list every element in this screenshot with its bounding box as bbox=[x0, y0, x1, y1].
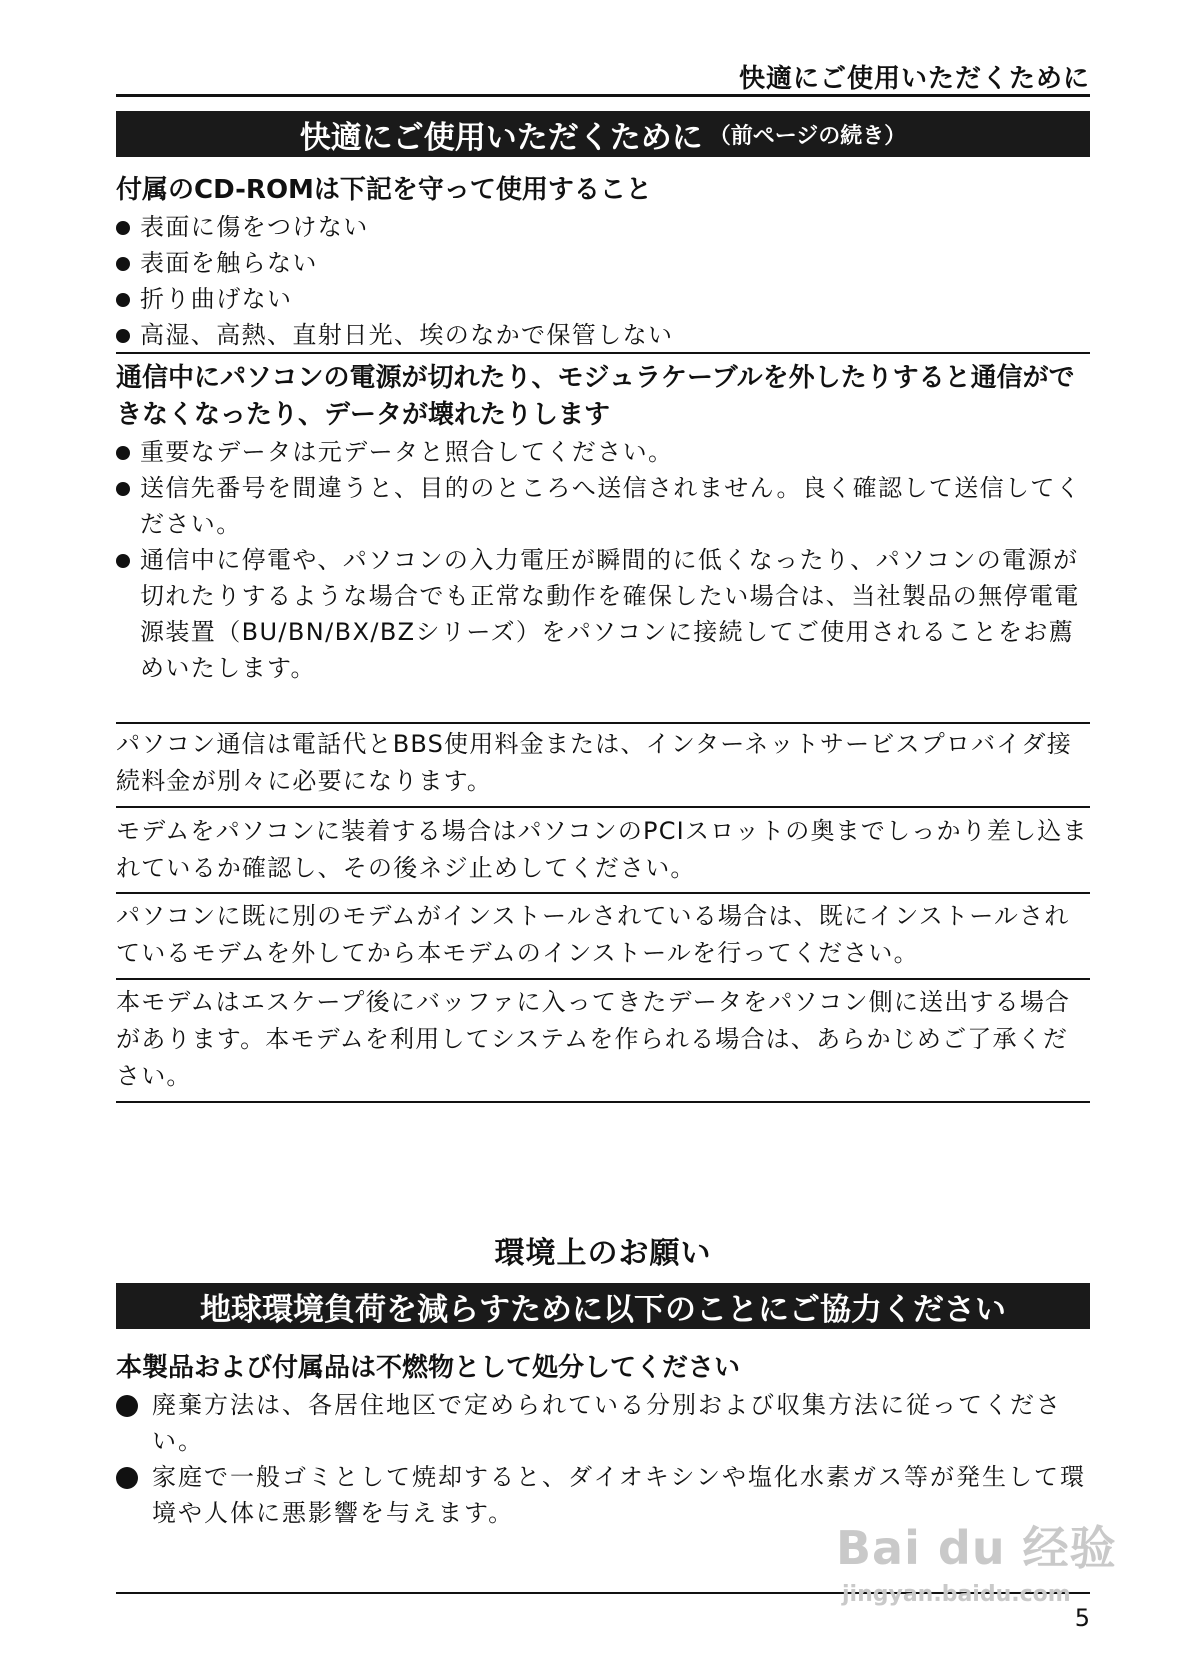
list-item-text: 高湿、高熱、直射日光、埃のなかで保管しない bbox=[140, 321, 674, 349]
note-existing-modem bbox=[116, 898, 1090, 972]
baidu-watermark bbox=[836, 1512, 1117, 1607]
divider bbox=[116, 892, 1090, 894]
list-item bbox=[116, 209, 1090, 245]
note-text: 本モデムはエスケープ後にバッファに入ってきたデータをパソコン側に送出する場合があります。本モデムを利用してシステムを作られる場合は、あらかじめご了承ください。 bbox=[116, 988, 1071, 1090]
cdrom-section bbox=[116, 172, 1090, 353]
page-number: 5 bbox=[1074, 1604, 1090, 1632]
list-item-text: 家庭で一般ゴミとして焼却すると、ダイオキシンや塩化水素ガス等が発生して環境や人体に悪影響を与えます。 bbox=[152, 1463, 1086, 1527]
disposal-heading: 本製品および付属品は不燃物として処分してください bbox=[116, 1353, 741, 1383]
list-item-text: 表面に傷をつけない bbox=[140, 213, 369, 241]
list-item-text: 送信先番号を間違うと、目的のところへ送信されません。良く確認して送信してください。 bbox=[140, 474, 1082, 538]
divider bbox=[116, 352, 1090, 354]
list-item bbox=[116, 542, 1090, 686]
note-text: パソコンに既に別のモデムがインストールされている場合は、既にインストールされているモデムを外してから本モデムのインストールを行ってください。 bbox=[116, 902, 1070, 967]
bullet-icon bbox=[116, 554, 130, 568]
bullet-icon bbox=[116, 257, 130, 271]
list-item-text: 廃棄方法は、各居住地区で定められている分別および収集方法に従ってください。 bbox=[152, 1391, 1062, 1455]
bullet-icon bbox=[116, 1467, 138, 1489]
bullet-icon bbox=[116, 293, 130, 307]
note-text: モデムをパソコンに装着する場合はパソコンのPCIスロットの奥までしっかり差し込まれているか確認し、その後ネジ止めしてください。 bbox=[116, 817, 1088, 882]
environment-title: 地球環境負荷を減らすために以下のことにご協力ください bbox=[200, 1291, 1006, 1328]
divider bbox=[116, 806, 1090, 808]
environment-heading: 環境上のお願い bbox=[494, 1236, 712, 1271]
note-escape-buffer bbox=[116, 984, 1090, 1095]
section-title-bar bbox=[116, 111, 1090, 157]
note-text: パソコン通信は電話代とBBS使用料金または、インターネットサービスプロバイダ接続料金が別々に必要になります。 bbox=[116, 730, 1072, 795]
list-item bbox=[116, 245, 1090, 281]
divider bbox=[116, 722, 1090, 724]
communication-list bbox=[116, 434, 1090, 686]
cdrom-heading: 付属のCD-ROMは下記を守って使用すること bbox=[116, 175, 652, 205]
list-item-text: 通信中に停電や、パソコンの入力電圧が瞬間的に低くなったり、パソコンの電源が切れたりするような場合でも正常な動作を確保したい場合は、当社製品の無停電電源装置（BU/BN/BX/BZシリーズ）をパソコンに接続してご使用されることをお薦めいたします。 bbox=[140, 546, 1080, 682]
note-isp-fees bbox=[116, 726, 1090, 800]
list-item-text: 折り曲げない bbox=[140, 285, 293, 313]
communication-section bbox=[116, 360, 1090, 686]
watermark-url: jingyan.baidu.com bbox=[842, 1582, 1071, 1607]
list-item bbox=[116, 470, 1090, 542]
list-item bbox=[116, 1387, 1090, 1459]
list-item-text: 表面を触らない bbox=[140, 249, 318, 277]
header-rule bbox=[116, 94, 1090, 97]
bullet-icon bbox=[116, 329, 130, 343]
bullet-icon bbox=[116, 446, 130, 460]
list-item bbox=[116, 281, 1090, 317]
disposal-list bbox=[116, 1387, 1090, 1531]
list-item bbox=[116, 317, 1090, 353]
cdrom-list bbox=[116, 209, 1090, 353]
divider bbox=[116, 1101, 1090, 1103]
bullet-icon bbox=[116, 1395, 138, 1417]
disposal-section bbox=[116, 1350, 1090, 1531]
list-item bbox=[116, 434, 1090, 470]
note-pci-install bbox=[116, 813, 1090, 887]
communication-heading: 通信中にパソコンの電源が切れたり、モジュラケーブルを外したりすると通信ができなくなったり、データが壊れたりします bbox=[116, 363, 1075, 430]
divider bbox=[116, 978, 1090, 980]
section-title: 快適にご使用いただくために bbox=[299, 119, 703, 156]
bullet-icon bbox=[116, 482, 130, 496]
bullet-icon bbox=[116, 221, 130, 235]
running-header: 快適にご使用いただくために bbox=[738, 64, 1090, 94]
watermark-logo: Bai du 经验 bbox=[836, 1521, 1117, 1575]
environment-title-bar bbox=[116, 1283, 1090, 1329]
list-item-text: 重要なデータは元データと照合してください。 bbox=[140, 438, 674, 466]
section-title-continued: （前ページの続き） bbox=[708, 123, 907, 149]
